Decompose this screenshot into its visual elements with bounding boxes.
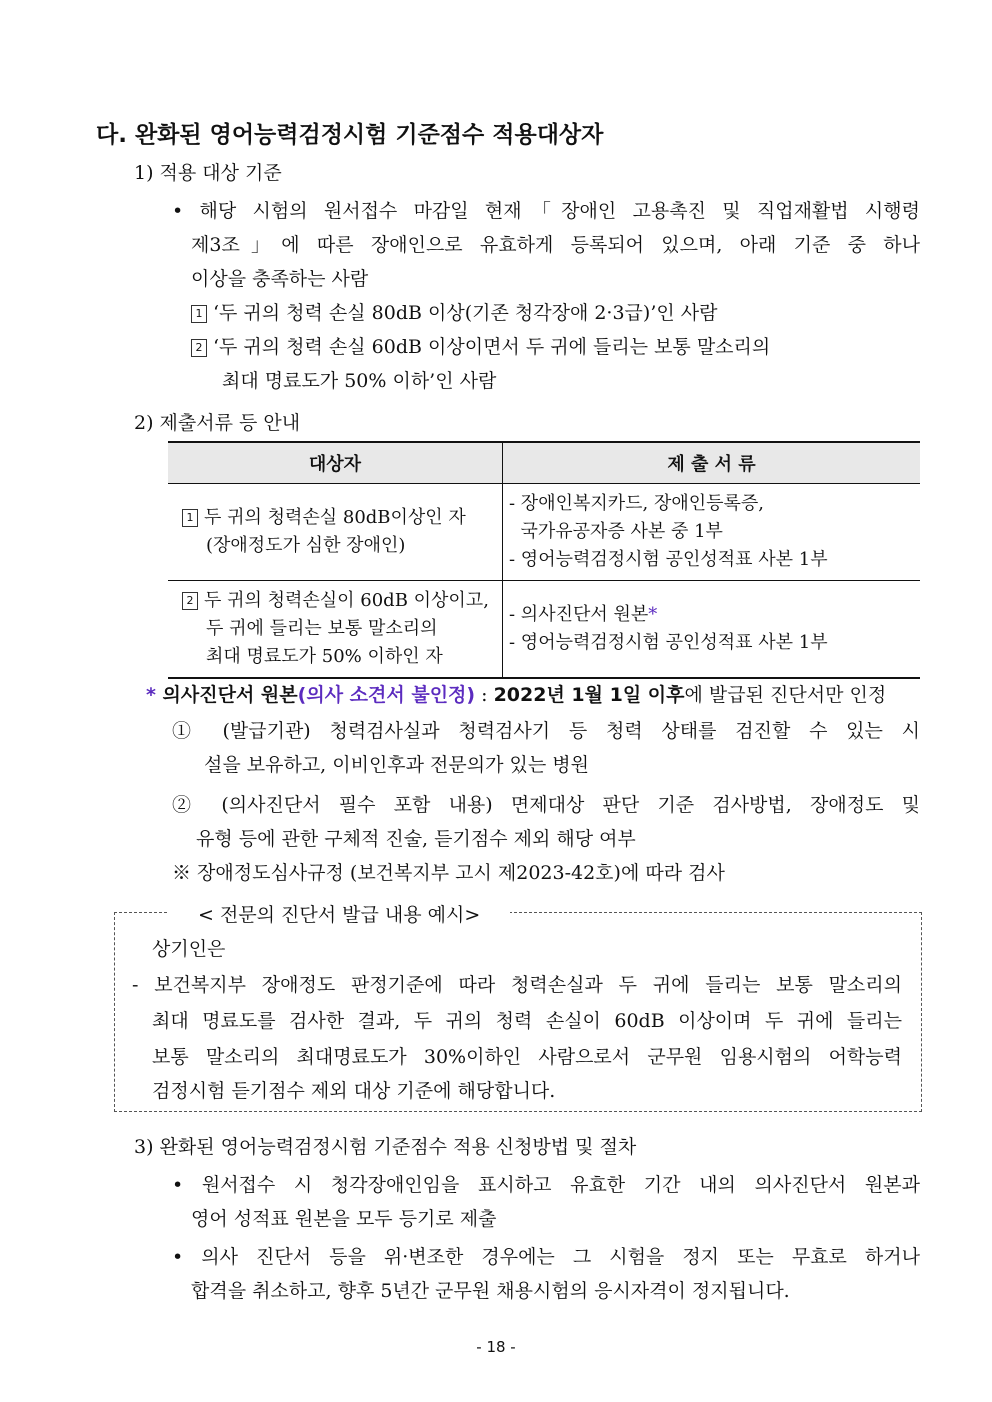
- s3-bullet-1-line-1: • 원서접수 시 청각장애인임을 표시하고 유효한 기간 내의 의사진단서 원본과: [172, 1174, 920, 1196]
- row-2-number: 2: [182, 592, 198, 610]
- s3-bullet-2-line-2: 합격을 취소하고, 향후 5년간 군무원 채용시험의 응시자격이 정지됩니다.: [191, 1280, 790, 1302]
- row-1-documents: [503, 484, 921, 581]
- note-item-1-line-1: ① (발급기관) 청력검사실과 청력검사기 등 청력 상태를 검진할 수 있는 시: [172, 720, 920, 742]
- section-title: 다. 완화된 영어능력검정시험 기준점수 적용대상자: [96, 122, 604, 148]
- row-1-doc-line-3: - 영어능력검정시험 공인성적표 사본 1부: [509, 549, 828, 570]
- row-2-doc-star: *: [648, 604, 658, 625]
- example-line-2: 최대 명료도를 검사한 결과, 두 귀의 청력 손실이 60dB 이상이며 두 귀에 들리는: [152, 1010, 902, 1032]
- example-line-4: 검정시험 듣기점수 제외 대상 기준에 해당합니다.: [152, 1080, 556, 1102]
- criteria-2: [191, 332, 920, 359]
- s1-bullet-line-2: 제3조」에 따른 장애인으로 유효하게 등록되어 있으며, 아래 기준 중 하나: [191, 234, 920, 256]
- note-item-2-line-1: ② (의사진단서 필수 포함 내용) 면제대상 판단 기준 검사방법, 장애정도 및: [172, 794, 920, 816]
- note-reference: ※ 장애정도심사규정 (보건복지부 고시 제2023-42호)에 따라 검사: [172, 862, 725, 884]
- criteria-2-line-2: 최대 명료도가 50% 이하’인 사람: [222, 370, 497, 392]
- s3-bullet-1-line-2: 영어 성적표 원본을 모두 등기로 제출: [191, 1208, 497, 1230]
- documents-table: [168, 441, 920, 679]
- table-row: [168, 581, 920, 679]
- subsection-2-heading: 2) 제출서류 등 안내: [134, 412, 301, 434]
- note-date: 2022년 1월 1일 이후: [493, 684, 685, 706]
- note-item-2-line-2: 유형 등에 관한 구체적 진술, 듣기점수 제외 해당 여부: [196, 828, 636, 850]
- note-line: * 의사진단서 원본(의사 소견서 불인정) : 2022년 1월 1일 이후에 발급된 진단서만 인정: [146, 684, 887, 706]
- table-header-row: [168, 442, 920, 484]
- row-1-doc-line-2: 국가유공자증 사본 중 1부: [509, 521, 723, 542]
- row-1-target: [168, 484, 503, 581]
- s3-bullet-2-line-1: • 의사 진단서 등을 위·변조한 경우에는 그 시험을 정지 또는 무효로 하거나: [172, 1246, 920, 1268]
- example-line-3: 보통 말소리의 최대명료도가 30%이하인 사람으로서 군무원 임용시험의 어학능력: [152, 1046, 902, 1068]
- criteria-2-number: 2: [191, 339, 207, 357]
- row-2-doc-line-2: - 영어능력검정시험 공인성적표 사본 1부: [509, 632, 828, 653]
- row-2-target-line-3: 최대 명료도가 50% 이하인 자: [206, 646, 443, 667]
- criteria-2-text: ‘두 귀의 청력 손실 60dB 이상이면서 두 귀에 들리는 보통 말소리의: [213, 336, 771, 358]
- table-header-documents: 제 출 서 류: [503, 442, 921, 484]
- row-2-target-line-2: 두 귀에 들리는 보통 말소리의: [206, 618, 438, 639]
- example-line-0: 상기인은: [152, 938, 226, 960]
- subsection-1-heading: 1) 적용 대상 기준: [134, 162, 282, 184]
- s1-bullet-line-3: 이상을 충족하는 사람: [191, 268, 369, 290]
- criteria-1: [191, 298, 717, 325]
- row-1-number: 1: [182, 509, 198, 527]
- criteria-1-number: 1: [191, 305, 207, 323]
- row-2-doc-line-1: - 의사진단서 원본: [509, 604, 649, 625]
- row-1-target-line-2: (장애정도가 심한 장애인): [206, 535, 406, 556]
- row-1-target-line-1: 두 귀의 청력손실 80dB이상인 자: [204, 507, 466, 528]
- note-colon: :: [475, 684, 494, 706]
- row-1-doc-line-1: - 장애인복지카드, 장애인등록증,: [509, 493, 765, 514]
- table-row: [168, 484, 920, 581]
- subsection-3-heading: 3) 완화된 영어능력검정시험 기준점수 적용 신청방법 및 절차: [134, 1136, 637, 1158]
- row-2-target-line-1: 두 귀의 청력손실이 60dB 이상이고,: [204, 590, 489, 611]
- example-line-1: - 보건복지부 장애정도 판정기준에 따라 청력손실과 두 귀에 들리는 보통 말소리의: [132, 974, 902, 996]
- s1-bullet-line-1: • 해당 시험의 원서접수 마감일 현재「장애인 고용촉진 및 직업재활법 시행령: [172, 200, 920, 222]
- note-paren: (의사 소견서 불인정): [297, 684, 476, 706]
- table-header-target: 대상자: [168, 442, 503, 484]
- row-2-documents: [503, 581, 921, 679]
- note-rest: 에 발급된 진단서만 인정: [684, 684, 887, 706]
- example-title: < 전문의 진단서 발급 내용 예시>: [168, 900, 510, 927]
- note-item-1-line-2: 설을 보유하고, 이비인후과 전문의가 있는 병원: [204, 754, 589, 776]
- row-2-target: [168, 581, 503, 679]
- criteria-1-text: ‘두 귀의 청력 손실 80dB 이상(기존 청각장애 2·3급)’인 사람: [213, 302, 718, 324]
- page-number: - 18 -: [476, 1338, 516, 1356]
